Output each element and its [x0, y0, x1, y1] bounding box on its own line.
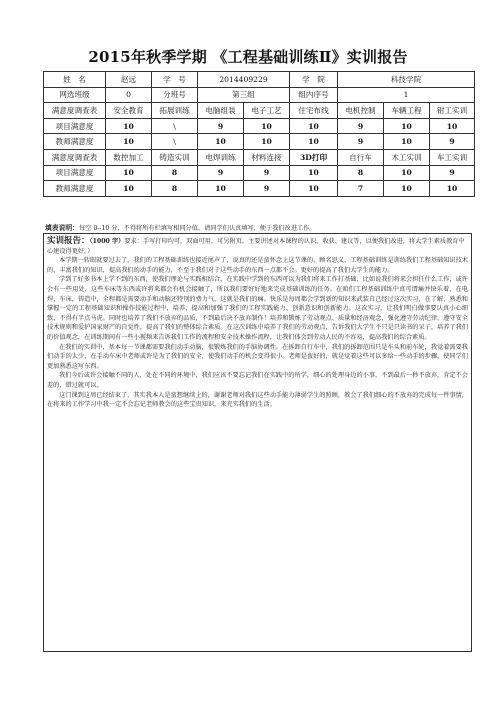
info-table-cell: 电子工艺 [244, 103, 290, 119]
info-table-row [44, 149, 475, 165]
info-table-cell: 铸造实训 [152, 149, 198, 165]
info-table-cell: 学 号 [152, 72, 198, 88]
report-paragraph: 我们今后或许会接触不同的人，处在不同的环境中，我们应该不要忘记我们在实践中的所学，细心的处理身边的小事，不到最后一秒不放弃，肯定不会差的，错过就可以。 [47, 372, 468, 389]
info-table-cell: \ [152, 118, 198, 134]
info-table-cell: 教师满意度 [44, 134, 106, 150]
info-table-cell: 项目满意度 [44, 165, 106, 181]
report-section [43, 233, 472, 652]
report-paragraph: 这门课到这周已经结束了，其实我本人是蛮想继续上的，谢谢老师对我们这些动手能力薄弱学生的照顾，教会了我们细心的不放弃的完成每一件事情，在将来的工作学习中我一定不会忘记老师教会的这些宝贵知识，来充实我们的生活。 [47, 391, 468, 409]
report-paragraph: 学到了好多书本上学不到的东西，使我们理论与实践相结合，在实践中学到的东西可以为我们将来工作打基础，比如说我们将来会担任什么工作，或许会有一些用处，这些车床等东西或许将来都会有机会接触了，所以我们要好好地来完成基础训练的任务。在咱们工程基础训练中真可谓痛并快乐着，在电焊，车床，铸造中，全程都是需要动手和动脑还特别的费力气，这就是我们的痛。快乐是每周都会学到新的知识来武装自己经过这次实习，在了解，熟悉和掌握一定的工程基础知识和操作技能过程中，培养、提高和加强了我们的工程实践能力、创新意识和创新能力。这次实习，让我们明白做事要认真小心细致，不得有半点马虎。同时也培养了我们不放弃的品质，不到最后决不放弃制作！培养和锻炼了劳动观点、质量和经济观念，强化遵守劳动纪律、遵守安全技术规则和爱护国家财产的自觉性，提高了我们的整体综合素质。在这次训练中培养了我们的劳动观点，告诉我们大学生不只是只读书的呆子，培养了我们的价值观念，在训练期间有一些小视频来告诉我们工作的流程和安全技术操作流程，让我们体会到劳动人民的不容易，提高我们的综合素质。 [47, 276, 468, 341]
info-table-cell: 自行车 [338, 149, 384, 165]
report-label: 实训报告： [47, 236, 90, 246]
info-table-cell: 10 [290, 181, 338, 197]
info-table-cell: 10 [290, 118, 338, 134]
report-paragraph: 在我们的实训中，基本每一节课都需要我们动手动脑，很锻炼我们的手脑协调性。在拆卸自行车中，我们的拆卸范围只是车头和前车轮，我觉着需要我们动手的太少，在手动车床中老师或许是为了我们的安全，使我们动手的机会变得很小。老师是蛮好的，就是觉着这些可以多给一些动手的步骤，使同学们更加熟悉这写东西。 [47, 343, 468, 370]
info-table-cell: 教师满意度 [44, 181, 106, 197]
info-table-cell: 材料连接 [244, 149, 290, 165]
info-table-cell: 项目满意度 [44, 118, 106, 134]
info-table-cell: 满意度调查表 [44, 149, 106, 165]
info-table-cell: 10 [384, 165, 430, 181]
info-table-cell: 9 [244, 165, 290, 181]
info-table-cell: 10 [384, 181, 430, 197]
info-table-cell: 9 [430, 165, 475, 181]
info-table-cell: 2014409229 [198, 72, 290, 88]
fill-instructions-text: 每空 0--10 分，不得将所有栏填写相同分值。请同学们认真填写，便于我们改进工作。 [78, 225, 316, 232]
info-table-cell: 10 [430, 118, 475, 134]
report-wordcount: （1000 字） [89, 238, 125, 245]
info-table-cell: 科技学院 [338, 72, 475, 88]
info-table-cell: 10 [106, 118, 152, 134]
info-table-body [44, 72, 475, 197]
info-table-cell: 钳工实训 [430, 103, 475, 119]
fill-instructions [45, 224, 473, 233]
info-table-cell: 10 [106, 134, 152, 150]
info-table-cell: 10 [198, 181, 244, 197]
report-requirement: 要求：手写打印均可，双面可用，可另附页。主要讲述对本课程的认识、收获、建议等，以便我们改进，将大学生素质教育中心建设得更好。） [47, 238, 465, 255]
info-table-cell: 10 [244, 134, 290, 150]
info-table-cell: 拓展训练 [152, 103, 198, 119]
info-table-cell: 住宅布线 [290, 103, 338, 119]
info-table-cell: 数控加工 [106, 149, 152, 165]
info-table-cell: 9 [338, 118, 384, 134]
info-table-cell: 第三组 [198, 87, 290, 103]
info-table-cell: 分班号 [152, 87, 198, 103]
page-title: 2015年秋季学期 《工程基础训练Ⅱ》实训报告 [88, 48, 408, 66]
info-table-cell: 9 [244, 181, 290, 197]
info-table-cell: 8 [338, 165, 384, 181]
info-table-cell: 车辆工程 [384, 103, 430, 119]
info-table-cell: 姓 名 [44, 72, 106, 88]
info-table-cell: 满意度调查表 [44, 103, 106, 119]
info-table-row [44, 103, 475, 119]
info-table-cell: 9 [338, 134, 384, 150]
fill-instructions-label: 填表说明： [45, 224, 79, 232]
info-table-cell: 10 [290, 134, 338, 150]
report-paragraph: 本学期一转眼就要过去了，我们的工程基础训练也接近尾声了，说真的还是蛮怀念上这节课的，顾名思义，工程基础训练是训练我们工程基础知识技术的，丰富我们的知识，提高我们的动手的能力，不至于我们对于这些动手的东西一点都不会。更好的提高了我们大学生的能力。 [47, 257, 468, 274]
info-table-cell: 10 [384, 134, 430, 150]
info-table-row [44, 118, 475, 134]
report-header [47, 237, 468, 256]
info-table-cell: 10 [198, 134, 244, 150]
info-table-cell: 0 [106, 87, 152, 103]
info-table-row [44, 134, 475, 150]
info-table-cell: 10 [384, 118, 430, 134]
info-table-row [44, 181, 475, 197]
info-table-cell: 9 [198, 118, 244, 134]
info-table-cell: 7 [338, 181, 384, 197]
info-table-cell: 安全教育 [106, 103, 152, 119]
info-table-cell: 学 院 [290, 72, 338, 88]
info-table-row [44, 165, 475, 181]
info-table-cell: 10 [106, 181, 152, 197]
info-table-cell: 10 [106, 165, 152, 181]
info-table-row [44, 72, 475, 88]
info-table-cell: \ [152, 134, 198, 150]
info-table-cell: 10 [290, 165, 338, 181]
info-table-cell: 组内序号 [290, 87, 338, 103]
info-table-cell: 10 [430, 181, 475, 197]
info-table-cell: 电脑组装 [198, 103, 244, 119]
info-table-cell: 车工实训 [430, 149, 475, 165]
info-table-cell: 1 [338, 87, 475, 103]
info-table-cell: 3D打印 [290, 149, 338, 165]
info-table-row [44, 87, 475, 103]
info-table-cell: 赵远 [106, 72, 152, 88]
info-table [43, 71, 475, 197]
info-table-cell: 电机控制 [338, 103, 384, 119]
info-table-cell: 8 [152, 165, 198, 181]
info-table-cell: 网选班级 [44, 87, 106, 103]
info-table-cell: 10 [244, 118, 290, 134]
info-table-cell: 8 [152, 181, 198, 197]
info-table-cell: 9 [198, 165, 244, 181]
info-table-cell: 电焊训练 [198, 149, 244, 165]
info-table-cell: 木工实训 [384, 149, 430, 165]
info-table-cell: 9 [430, 134, 475, 150]
